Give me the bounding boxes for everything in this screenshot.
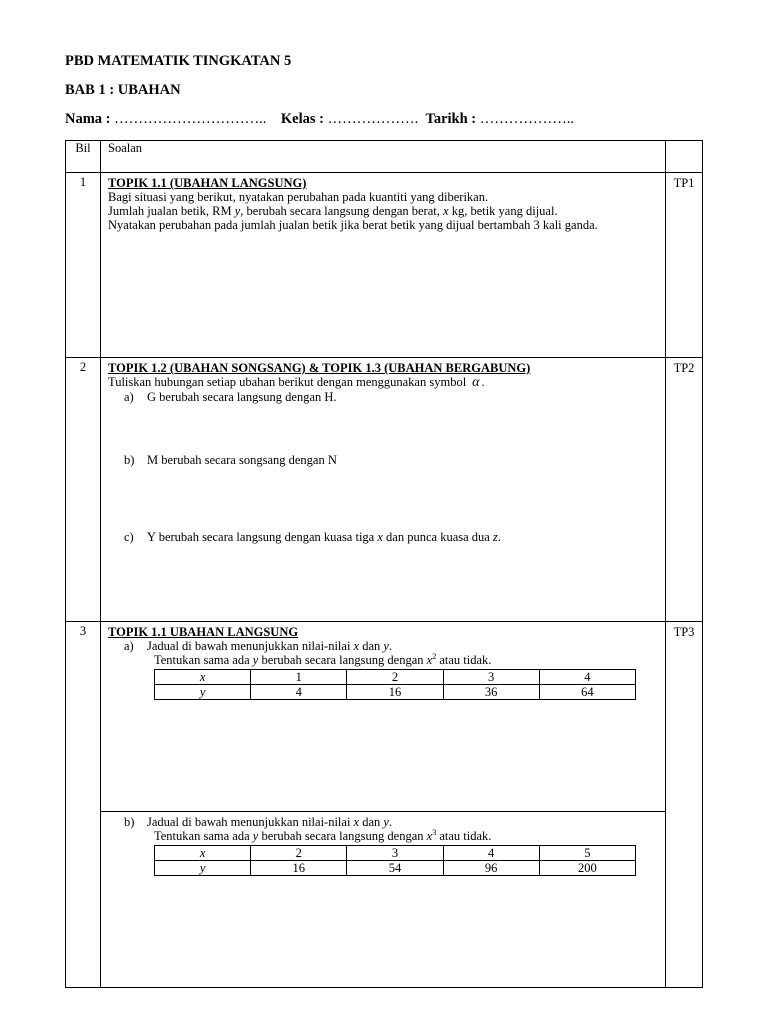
table-cell: 4	[251, 685, 347, 700]
chapter-title: BAB 1 : UBAHAN	[65, 82, 181, 98]
sub-question-a: a) G berubah secara langsung dengan H.	[124, 390, 337, 404]
sub-question-b: b) M berubah secara songsang dengan N	[124, 453, 337, 467]
sub-question-c: c) Y berubah secara langsung dengan kuasa tiga x dan punca kuasa dua z.	[124, 530, 501, 544]
question-content	[101, 622, 666, 812]
table-cell: 54	[347, 861, 443, 876]
question-row-1	[66, 173, 703, 358]
table-row	[155, 670, 636, 685]
table-cell: 16	[347, 685, 443, 700]
data-table-a	[154, 669, 636, 700]
topic-title: TOPIK 1.1 (UBAHAN LANGSUNG)	[108, 176, 307, 190]
soalan-header: Soalan	[101, 141, 666, 173]
table-header-row	[66, 141, 703, 173]
table-row	[155, 846, 636, 861]
table-cell: 16	[251, 861, 347, 876]
topic-title: TOPIK 1.1 UBAHAN LANGSUNG	[108, 625, 299, 639]
instruction-text: Tuliskan hubungan setiap ubahan berikut dengan menggunakan symbol α .	[108, 375, 485, 390]
question-content	[101, 812, 666, 988]
question-number: 2	[66, 358, 101, 622]
question-number: 3	[66, 622, 101, 988]
instruction-text: Bagi situasi yang berikut, nyatakan perubahan pada kuantiti yang diberikan.	[108, 190, 489, 204]
question-text: Jumlah jualan betik, RM y, berubah secara langsung dengan berat, x kg, betik yang dijual.	[108, 204, 558, 218]
table-cell: 4	[443, 846, 539, 861]
question-table	[65, 140, 703, 988]
page-title: PBD MATEMATIK TINGKATAN 5	[65, 53, 292, 69]
table-row	[155, 861, 636, 876]
table-cell: 2	[251, 846, 347, 861]
table-cell: 2	[347, 670, 443, 685]
question-text: Tentukan sama ada y berubah secara langsung dengan $x^2$ atau tidak.	[154, 652, 492, 667]
x-label: x	[155, 846, 251, 861]
tp-header	[666, 141, 703, 173]
table-cell: 64	[539, 685, 635, 700]
table-cell: 200	[539, 861, 635, 876]
table-cell: 1	[251, 670, 347, 685]
table-cell: 3	[347, 846, 443, 861]
sub-question-a: a) Jadual di bawah menunjukkan nilai-nilai x dan y.	[124, 639, 393, 653]
question-row-3a	[66, 622, 703, 812]
bil-header: Bil	[66, 141, 101, 173]
student-info-line	[65, 111, 574, 128]
question-number: 1	[66, 173, 101, 358]
tp-level: TP1	[666, 173, 703, 358]
question-row-2	[66, 358, 703, 622]
question-text: Nyatakan perubahan pada jumlah jualan betik jika berat betik yang dijual bertambah 3 kali ganda.	[108, 218, 598, 232]
table-row	[155, 685, 636, 700]
nama-blank: …………………………..	[114, 111, 267, 127]
data-table-b	[154, 845, 636, 876]
y-label: y	[155, 685, 251, 700]
topic-title: TOPIK 1.2 (UBAHAN SONGSANG) & TOPIK 1.3 (UBAHAN BERGABUNG)	[108, 361, 531, 375]
question-text: Tentukan sama ada y berubah secara langsung dengan $x^3$ atau tidak.	[154, 828, 492, 843]
table-cell: 4	[539, 670, 635, 685]
nama-label: Nama :	[65, 111, 111, 127]
y-label: y	[155, 861, 251, 876]
x-label: x	[155, 670, 251, 685]
question-row-3b	[66, 812, 703, 988]
table-cell: 36	[443, 685, 539, 700]
kelas-blank: ……………….	[327, 111, 419, 127]
table-cell: 3	[443, 670, 539, 685]
kelas-label: Kelas :	[280, 111, 324, 127]
tp-level: TP2	[666, 358, 703, 622]
sub-question-b: b) Jadual di bawah menunjukkan nilai-nilai x dan y.	[124, 815, 393, 829]
table-cell: 96	[443, 861, 539, 876]
question-content	[101, 173, 666, 358]
question-content	[101, 358, 666, 622]
alpha-symbol: α	[472, 375, 480, 390]
tarikh-blank: ………………..	[479, 111, 574, 127]
tarikh-label: Tarikh :	[425, 111, 477, 127]
table-cell: 5	[539, 846, 635, 861]
tp-level: TP3	[666, 622, 703, 988]
